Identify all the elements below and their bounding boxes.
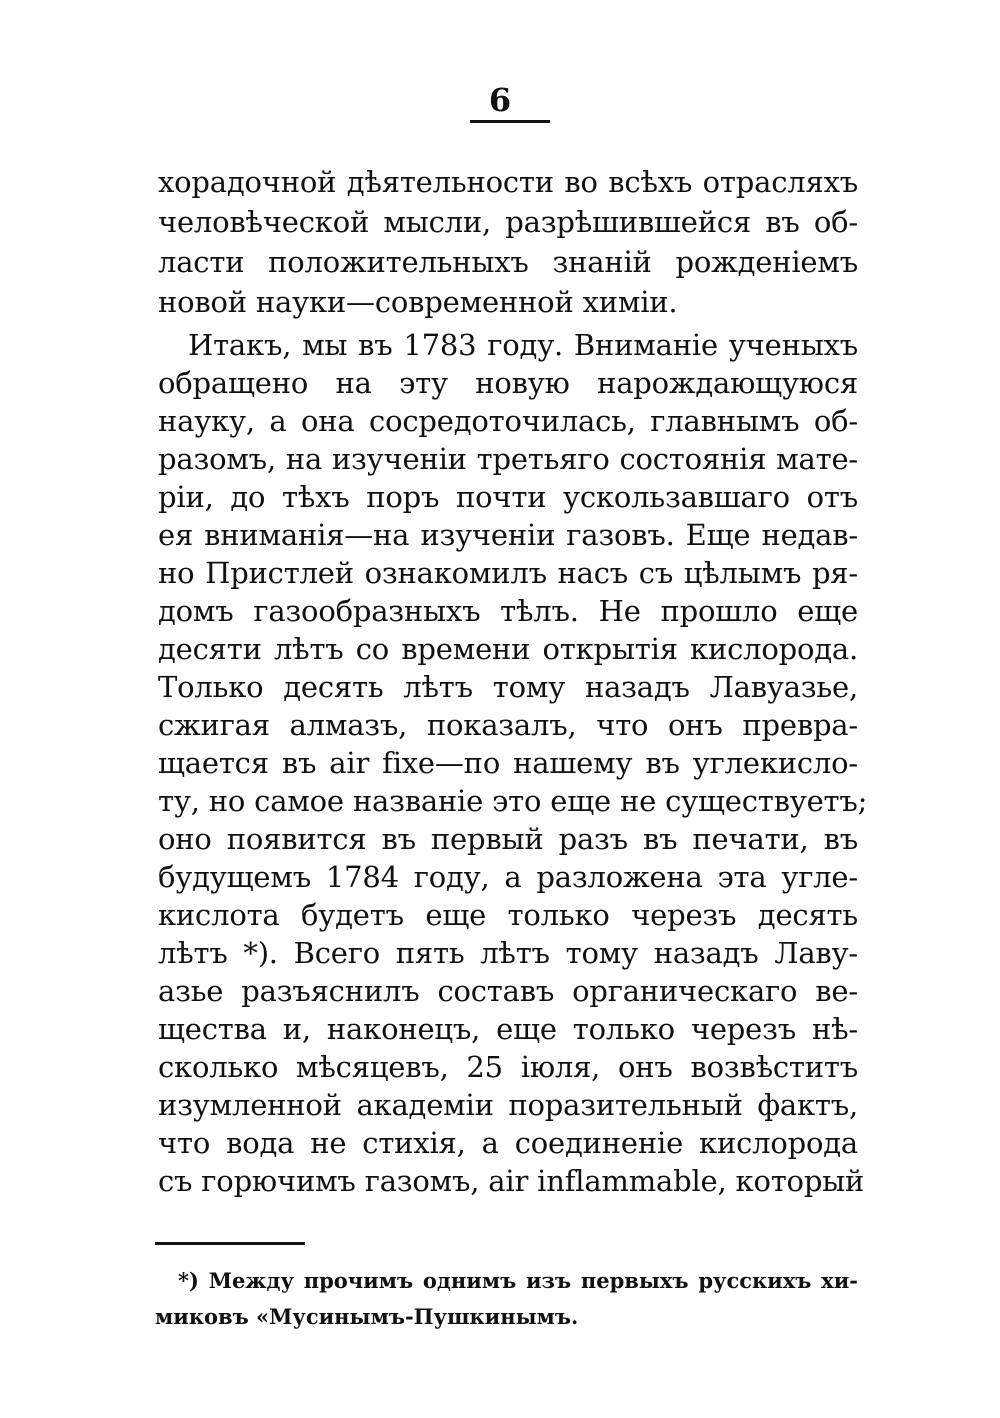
body-line: изумленной академіи поразительный фактъ,	[158, 1088, 858, 1122]
body-line: ея вниманія—на изученіи газовъ. Еще недав-	[158, 518, 858, 552]
body-line: ласти положительныхъ знаній рожденіемъ	[158, 245, 858, 279]
body-line: новой науки—современной химіи.	[158, 285, 678, 319]
body-line: домъ газообразныхъ тѣлъ. Не прошло еще	[158, 594, 858, 628]
body-line: щества и, наконецъ, еще только черезъ нѣ-	[158, 1012, 858, 1046]
body-line: съ горючимъ газомъ, air inflammable, который	[158, 1164, 865, 1198]
body-line: науку, а она сосредоточилась, главнымъ об-	[158, 404, 858, 438]
body-line: десяти лѣтъ со времени открытія кислорода.	[158, 632, 858, 666]
body-line: ту, но самое названіе это еще не существуетъ;	[158, 784, 868, 818]
body-line: сжигая алмазъ, показалъ, что онъ превра-	[158, 708, 858, 742]
page-number: 6	[488, 81, 512, 119]
body-line: ріи, до тѣхъ поръ почти ускользавшаго отъ	[158, 480, 858, 514]
body-line: будущемъ 1784 году, а разложена эта угле-	[158, 860, 858, 894]
body-line: азье разъяснилъ составъ органическаго ве-	[158, 974, 858, 1008]
body-line: Итакъ, мы въ 1783 году. Вниманіе ученыхъ	[188, 328, 858, 362]
footnote-rule	[155, 1242, 305, 1245]
body-line: оно появится въ первый разъ въ печати, въ	[158, 822, 858, 856]
footnote-line: *) Между прочимъ однимъ изъ первыхъ русскихъ хи-	[178, 1268, 858, 1293]
body-line: Только десять лѣтъ тому назадъ Лавуазье,	[158, 670, 858, 704]
body-line: лѣтъ *). Всего пять лѣтъ тому назадъ Лаву-	[158, 936, 858, 970]
body-line: сколько мѣсяцевъ, 25 іюля, онъ возвѣститъ	[158, 1050, 858, 1084]
body-line: щается въ air fixe—по нашему въ углекисло-	[158, 746, 858, 780]
header-rule	[470, 120, 550, 123]
footnote-line: миковъ «Мусинымъ-Пушкинымъ.	[155, 1304, 579, 1329]
body-line: обращено на эту новую нарождающуюся	[158, 366, 858, 400]
body-line: кислота будетъ еще только черезъ десять	[158, 898, 858, 932]
body-line: человѣческой мысли, разрѣшившейся въ об-	[158, 205, 858, 239]
body-line: но Пристлей ознакомилъ насъ съ цѣлымъ ря-	[158, 556, 858, 590]
body-line: разомъ, на изученіи третьяго состоянія мате-	[158, 442, 858, 476]
body-line: хорадочной дѣятельности во всѣхъ отрасляхъ	[158, 165, 858, 199]
body-line: что вода не стихія, а соединеніе кислорода	[158, 1126, 858, 1160]
